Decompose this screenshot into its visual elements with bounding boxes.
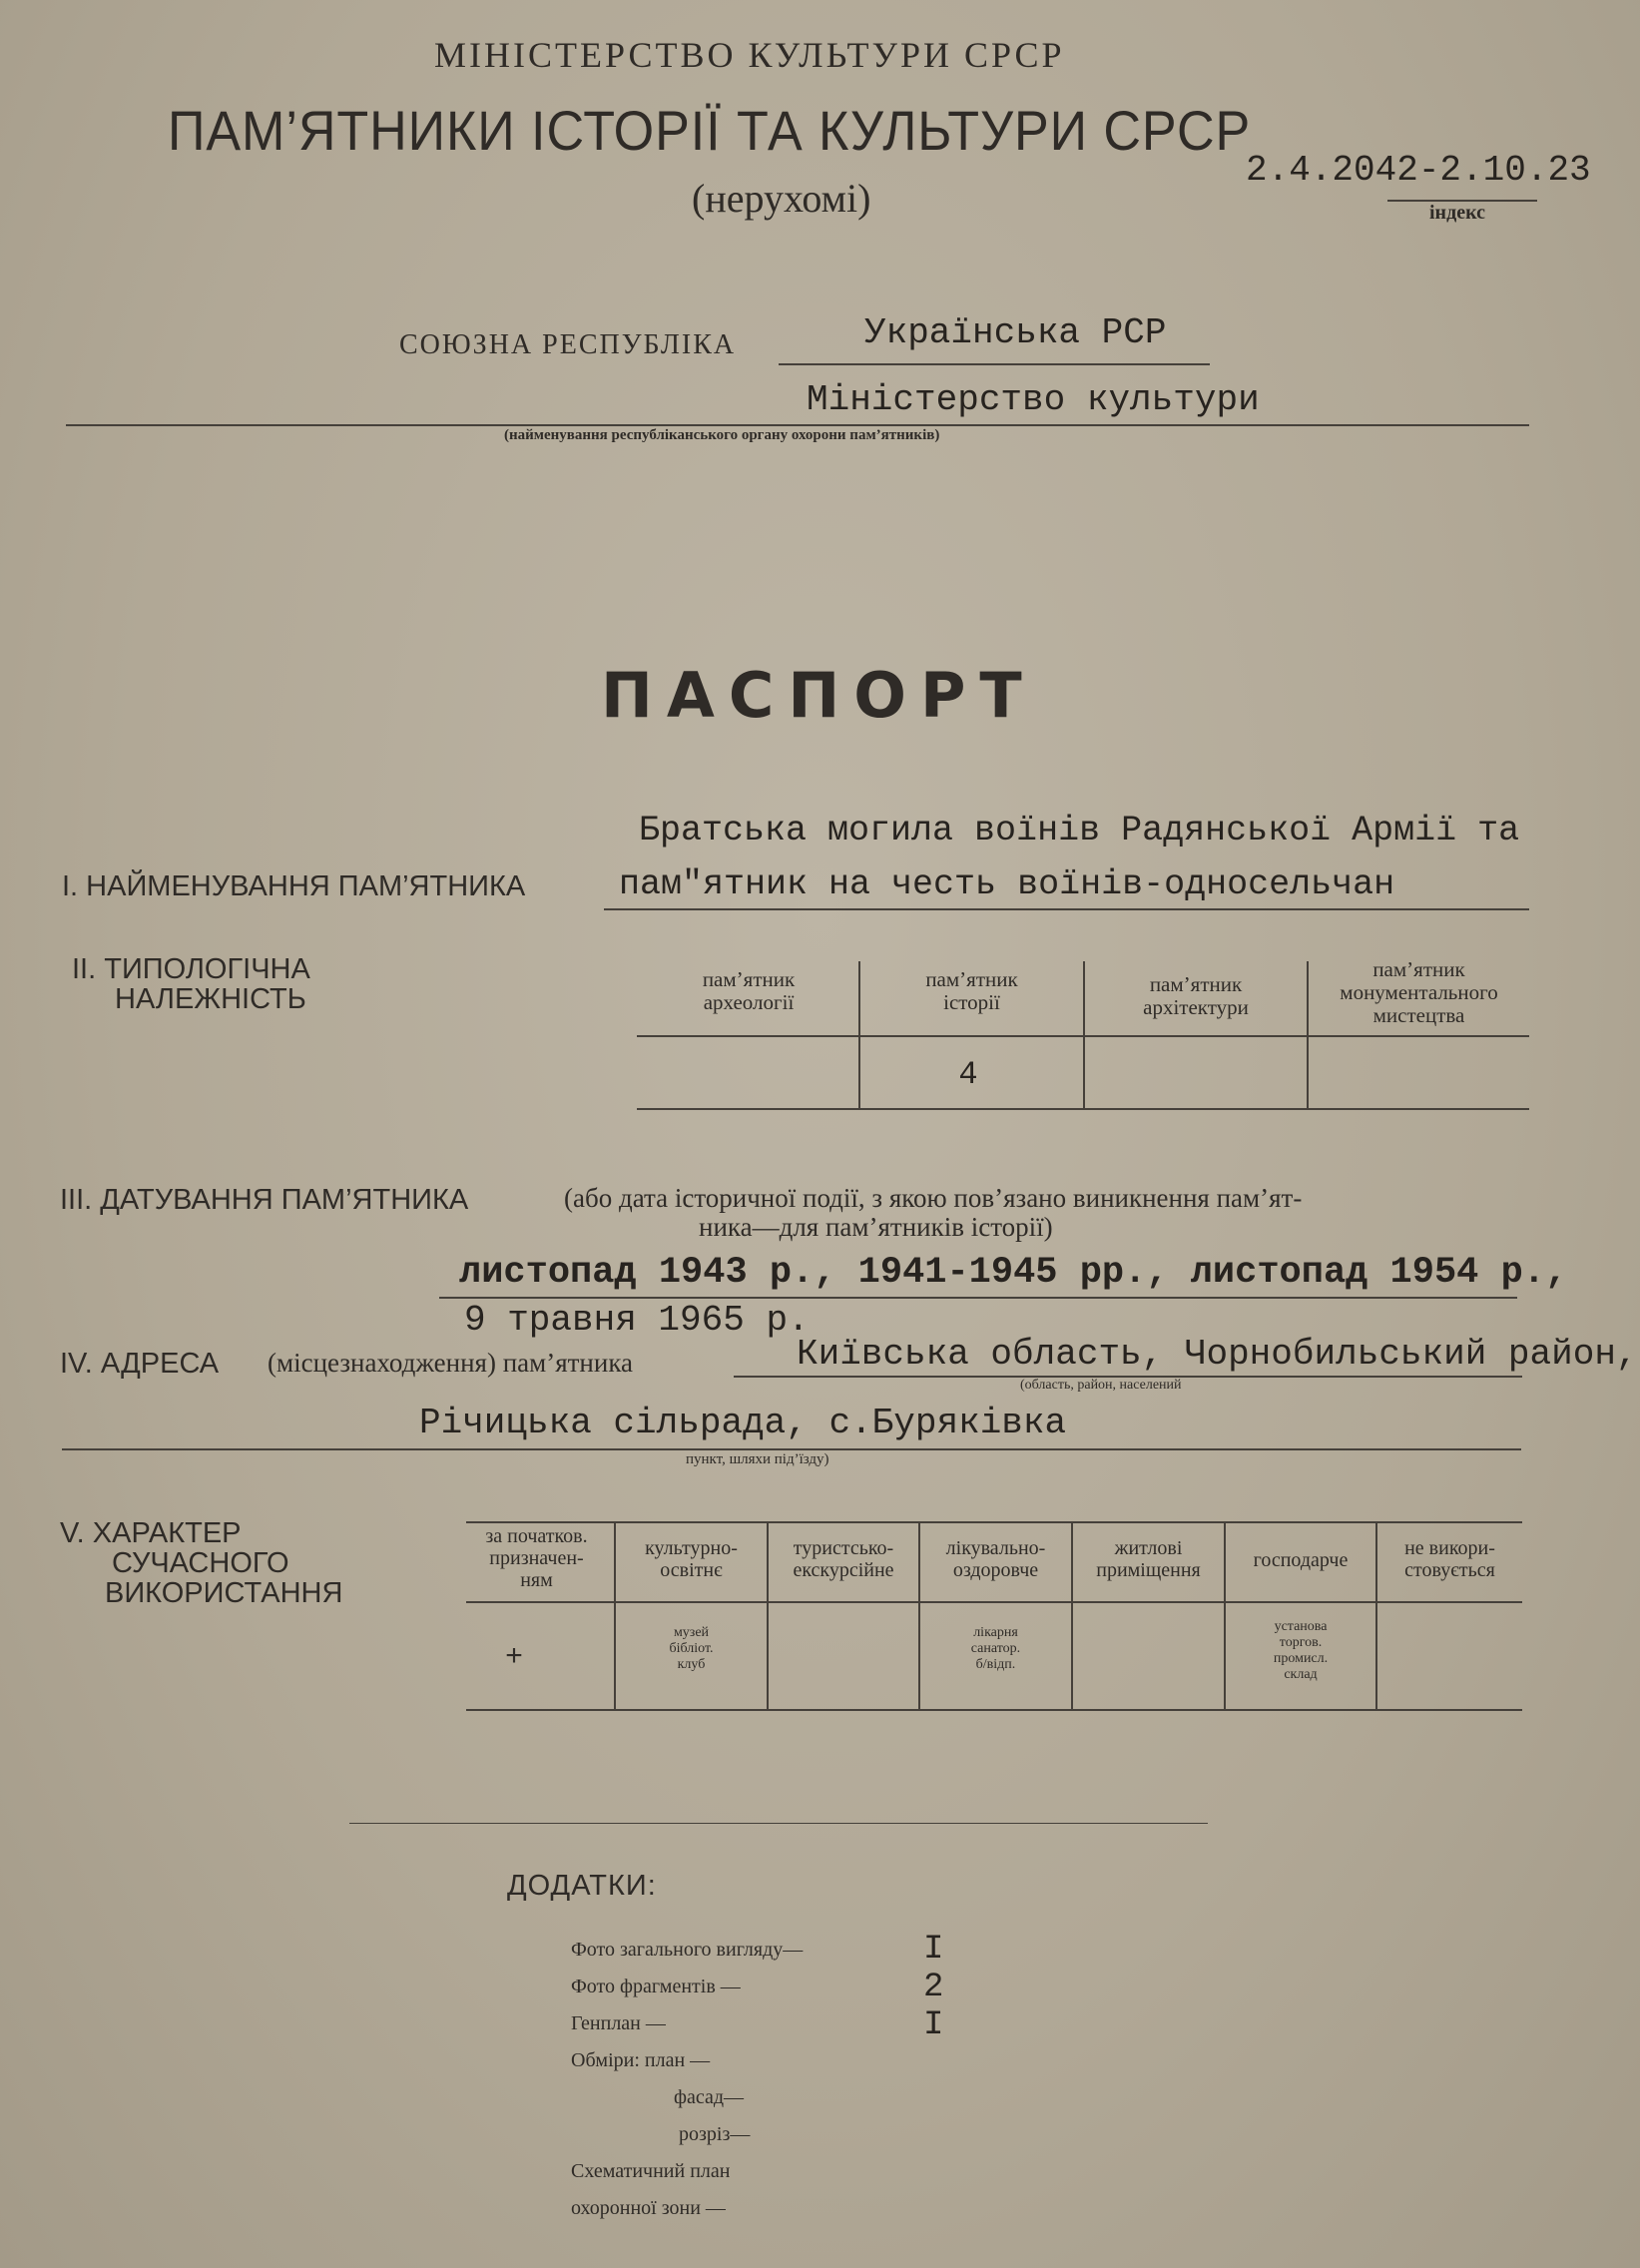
attachment-count: 2 (923, 1969, 944, 2006)
document-title: ПАСПОРТ (601, 659, 1036, 732)
address-label-b: (місцезнаходження) пам’ятника (268, 1348, 634, 1378)
typology-label-1: II. ТИПОЛОГІЧНА (72, 953, 310, 985)
address-value-2: Річицька сільрада, с.Буряківка (419, 1403, 1067, 1443)
attachment-count: I (923, 1931, 944, 1969)
attachment-item: Фото загального вигляду— (571, 1939, 804, 1961)
attachment-count: I (923, 2006, 944, 2044)
usage-label-3: ВИКОРИСТАННЯ (105, 1577, 343, 1609)
dating-value-2: 9 травня 1965 р. (464, 1300, 810, 1341)
attachments-divider (349, 1823, 1208, 1824)
usage-col-economic: господарче (1253, 1549, 1349, 1571)
name-rule (604, 908, 1529, 910)
attachment-item: Обміри: план — (571, 2049, 711, 2071)
usage-col-original: за початков. призначен- ням (485, 1525, 588, 1591)
dating-value-1: листопад 1943 р., 1941-1945 рр., листопад 1954 р., (459, 1252, 1568, 1294)
usage-col-medical: лікувально- оздоровче (945, 1537, 1046, 1581)
name-value-line2: пам"ятник на честь воїнів-односельчан (619, 864, 1395, 904)
organ-caption: (найменування республіканського органу охорони пам’ятників) (504, 427, 940, 443)
republic-label: СОЮЗНА РЕСПУБЛІКА (399, 329, 737, 360)
dating-label: III. ДАТУВАННЯ ПАМ’ЯТНИКА (60, 1184, 469, 1216)
dating-rule (439, 1297, 1517, 1299)
republic-value: Українська РСР (864, 312, 1167, 353)
typology-history-value: 4 (958, 1056, 978, 1093)
usage-label-1: V. ХАРАКТЕР (60, 1517, 242, 1549)
organ-value: Міністерство культури (807, 379, 1260, 420)
dating-note-2: ника—для пам’ятників історії) (699, 1212, 1053, 1242)
typology-col-archaeology: пам’ятник археології (702, 967, 796, 1014)
typology-col-history: пам’ятник історії (925, 967, 1018, 1014)
index-label: індекс (1429, 202, 1485, 224)
organ-rule (66, 424, 1529, 426)
attachment-item: Схематичний план (571, 2160, 731, 2182)
attachment-item: фасад— (674, 2086, 745, 2108)
typology-col-monumental-art: пам’ятник монументального мистецтва (1340, 957, 1498, 1027)
republic-rule (779, 363, 1210, 365)
address-rule-2 (62, 1448, 1521, 1450)
typology-label-2: НАЛЕЖНІСТЬ (115, 983, 306, 1015)
attachment-item: Генплан — (571, 2012, 666, 2034)
attachment-item: розріз— (679, 2123, 751, 2145)
attachment-item: Фото фрагментів — (571, 1976, 741, 1997)
usage-economic-examples: установа торгов. промисл. склад (1273, 1619, 1329, 1682)
dating-note-1: (або дата історичної події, з якою пов’язано виникнення пам’ят- (564, 1183, 1303, 1213)
address-label-a: IV. АДРЕСА (60, 1348, 220, 1380)
subtitle: (нерухомі) (692, 176, 871, 221)
address-caption-2: пункт, шляхи під’їзду) (686, 1451, 829, 1467)
name-value-line1: Братська могила воїнів Радянської Армії та (639, 811, 1520, 850)
typology-col-architecture: пам’ятник архітектури (1143, 972, 1249, 1019)
usage-cultural-examples: музей бібліот. клуб (669, 1625, 714, 1672)
usage-col-cultural: культурно- освітнє (645, 1537, 738, 1581)
ministry-heading: МІНІСТЕРСТВО КУЛЬТУРИ СРСР (434, 35, 1065, 75)
address-caption-1: (область, район, населений (1020, 1378, 1182, 1393)
usage-col-residential: житлові приміщення (1096, 1537, 1201, 1581)
index-value: 2.4.2042-2.10.23 (1246, 150, 1591, 191)
attachment-item: охоронної зони — (571, 2197, 726, 2219)
usage-original-mark: + (505, 1639, 523, 1672)
usage-col-unused: не викори- стовується (1404, 1537, 1495, 1581)
usage-medical-examples: лікарня санатор. б/відп. (970, 1625, 1021, 1672)
usage-label-2: СУЧАСНОГО (112, 1547, 289, 1579)
address-value-1: Київська область, Чорнобильський район, (797, 1334, 1638, 1375)
main-title: ПАМ’ЯТНИКИ ІСТОРІЇ ТА КУЛЬТУРИ СРСР (168, 99, 1252, 162)
attachments-title: ДОДАТКИ: (507, 1870, 657, 1902)
usage-col-tourist: туристсько- екскурсійне (793, 1537, 894, 1581)
name-label: I. НАЙМЕНУВАННЯ ПАМ’ЯТНИКА (62, 870, 526, 902)
